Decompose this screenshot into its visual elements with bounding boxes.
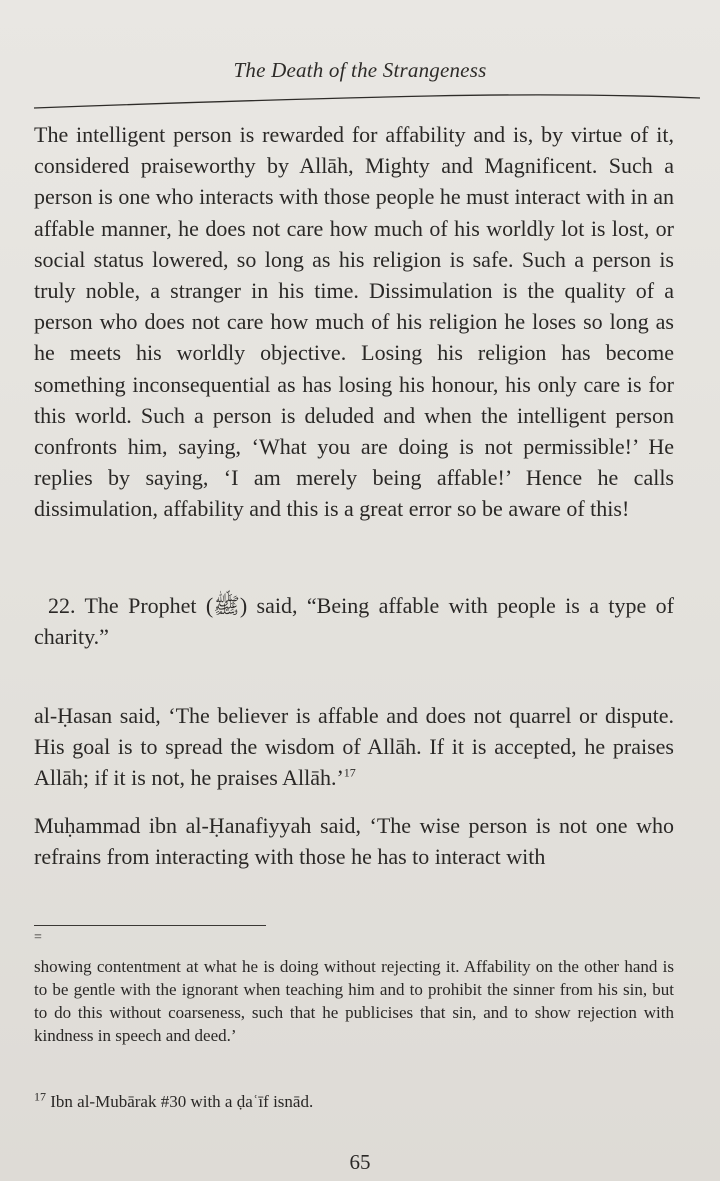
running-head: The Death of the Strangeness (233, 58, 487, 82)
footnote-continuation: showing contentment at what he is doing without rejecting it. Affability on the other hand is to be gentle with the ignorant when teaching him and to prohibit the sinner from his sin, but to do this without coarseness, such that he publicises that sin, and to show rejection with kindness in speech and deed.’ (34, 957, 674, 1045)
body-paragraph-3 (34, 700, 674, 794)
header-rule (0, 84, 720, 114)
footnote-17-text: Ibn al-Mubārak #30 with a ḍaʿīf isnād. (50, 1092, 314, 1111)
page-number: 65 (349, 1150, 371, 1174)
footnote-17-number: 17 (34, 1089, 46, 1104)
footnote-reference-17: 17 (343, 766, 356, 781)
paragraph-3-text: al-Ḥasan said, ‘The believer is affable and does not quarrel or dispute. His goal is to spread the wisdom of Allāh. If it is accepted, he praises Allāh; if it is not, he praises Allāh.’ (34, 703, 674, 791)
body-paragraph-4: Muḥammad ibn al-Ḥanafiyyah said, ‘The wise person is not one who refrains from interacting with those he has to interact with (34, 813, 674, 870)
footnote-rule (34, 925, 266, 926)
body-paragraph-1: The intelligent person is rewarded for affability and is, by virtue of it, considered praiseworthy by Allāh, Mighty and Magnificent. Such a person is one who interacts with those people he must interact with in an affable manner, he does not care how much of his worldly lot is lost, or social status lowered, so long as his religion is safe. Such a person is truly noble, a stranger in his time. Dissimulation is the quality of a person who does not care how much of his religion he loses so long as he meets his worldly objective. Losing his religion has become something inconsequential as has losing his honour, his only care is for this world. Such a person is deluded and when the intelligent person confronts him, saying, ‘What you are doing is not permissible!’ He replies by saying, ‘I am merely being affable!’ Hence he calls dissimulation, affability and this is a great error so be aware of this! (34, 122, 674, 522)
footnote-continuation-mark: = (34, 930, 42, 945)
body-paragraph-2-hadith-22: 22. The Prophet (ﷺ) said, “Being affable with people is a type of charity.” (34, 593, 674, 650)
footnote-17 (34, 1090, 674, 1113)
